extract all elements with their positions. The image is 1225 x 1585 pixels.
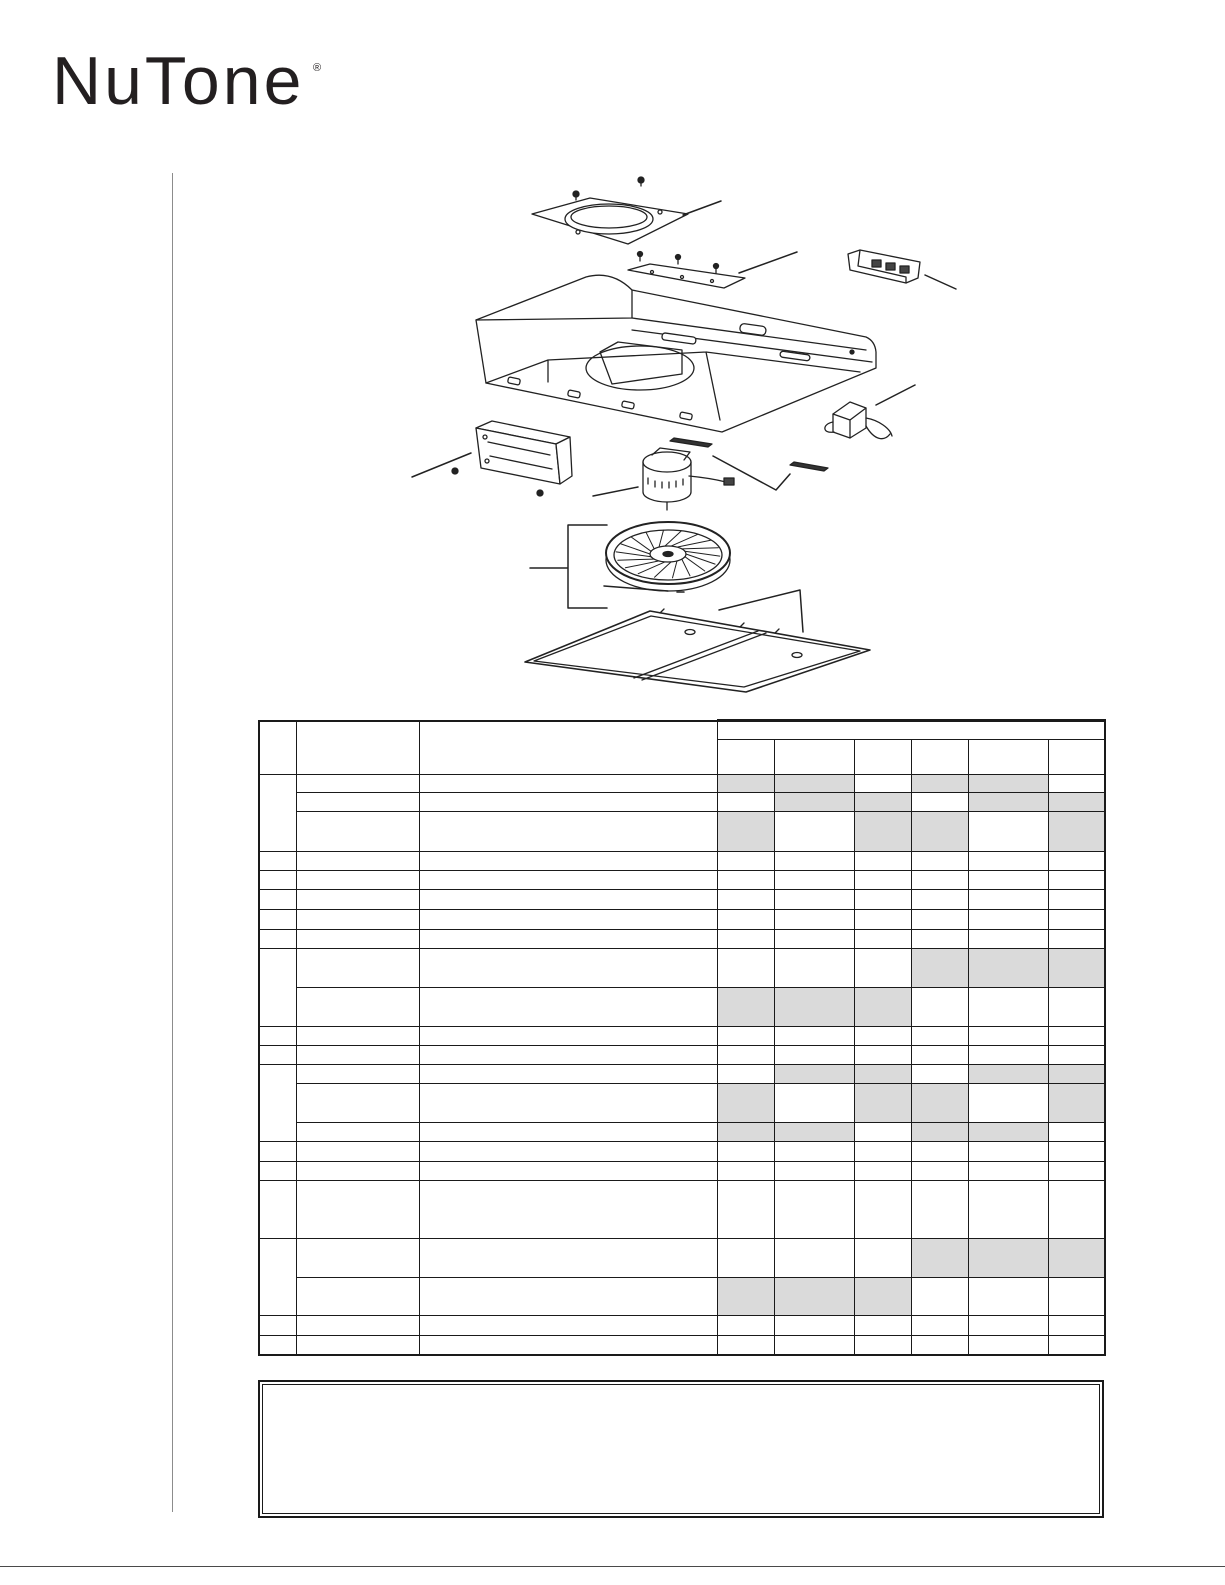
model-cell [1048, 1336, 1105, 1355]
model-column-header [717, 740, 774, 775]
description-cell [419, 910, 717, 930]
item-cell [259, 1239, 296, 1316]
part-number-cell [296, 1123, 419, 1142]
parts-table-header [259, 721, 1105, 775]
part-number-cell [296, 949, 419, 988]
item-cell [259, 1316, 296, 1336]
screw-icon [573, 191, 579, 200]
model-cell [774, 949, 854, 988]
part-number-cell [296, 852, 419, 871]
model-cell [717, 852, 774, 871]
model-cell [774, 812, 854, 852]
model-cell [774, 988, 854, 1027]
model-cell [968, 1142, 1048, 1162]
leader-cover-plate [739, 252, 797, 273]
model-cell [774, 890, 854, 910]
model-cell [1048, 949, 1105, 988]
duct-damper-plate [532, 177, 688, 244]
model-cell [717, 1084, 774, 1123]
model-cell [717, 1336, 774, 1355]
description-cell [419, 775, 717, 793]
model-cell [1048, 1027, 1105, 1046]
leader-fan-bracket [530, 525, 607, 608]
part-number-cell [296, 1239, 419, 1278]
part-number-cell [296, 988, 419, 1027]
fan-wheel [606, 522, 730, 591]
model-cell [911, 890, 968, 910]
part-number-cell [296, 1336, 419, 1355]
description-cell [419, 1239, 717, 1278]
screw-icon [638, 252, 643, 262]
model-cell [968, 793, 1048, 812]
part-number-cell [296, 1142, 419, 1162]
model-cell [854, 1046, 911, 1065]
model-cell [774, 1084, 854, 1123]
model-cell [854, 1278, 911, 1316]
light-box-hole [485, 459, 489, 463]
table-row [259, 930, 1105, 949]
item-cell [259, 775, 296, 852]
model-cell [911, 1046, 968, 1065]
leader-light-box [412, 453, 471, 477]
model-cell [1048, 910, 1105, 930]
part-number-cell [296, 793, 419, 812]
table-row [259, 775, 1105, 793]
part-number-cell [296, 1181, 419, 1239]
item-header [259, 721, 296, 775]
table-row [259, 852, 1105, 871]
model-cell [717, 871, 774, 890]
table-row [259, 988, 1105, 1027]
light-box-hole [483, 435, 487, 439]
screw-icon [537, 490, 543, 496]
table-row [259, 949, 1105, 988]
part-number-cell [296, 775, 419, 793]
model-cell [911, 793, 968, 812]
model-cell [854, 1027, 911, 1046]
model-cell [717, 1123, 774, 1142]
description-cell [419, 812, 717, 852]
part-number-cell [296, 812, 419, 852]
fan-hub-center [663, 552, 673, 557]
model-cell [774, 775, 854, 793]
model-cell [911, 930, 968, 949]
screw-icon [676, 255, 681, 265]
model-cell [854, 910, 911, 930]
model-cell [1048, 775, 1105, 793]
table-row [259, 1162, 1105, 1181]
item-cell [259, 1142, 296, 1162]
description-cell [419, 1046, 717, 1065]
description-cell [419, 871, 717, 890]
model-cell [717, 930, 774, 949]
table-row [259, 1142, 1105, 1162]
model-cell [1048, 1142, 1105, 1162]
cover-plate-hole [711, 280, 714, 283]
model-column-header [854, 740, 911, 775]
table-row [259, 1181, 1105, 1239]
model-cell [717, 1162, 774, 1181]
part-number-header [296, 721, 419, 775]
control-board-switch [872, 260, 881, 267]
model-cell [774, 1065, 854, 1084]
model-cell [968, 775, 1048, 793]
part-number-cell [296, 1046, 419, 1065]
model-cell [968, 852, 1048, 871]
item-cell [259, 1181, 296, 1239]
model-cell [968, 1027, 1048, 1046]
notes-box-inner-border [262, 1384, 1100, 1514]
item-cell [259, 1046, 296, 1065]
header-row [259, 721, 1105, 740]
model-cell [1048, 1278, 1105, 1316]
model-cell [717, 1278, 774, 1316]
model-cell [774, 1336, 854, 1355]
description-header [419, 721, 717, 775]
model-cell [968, 1162, 1048, 1181]
model-cell [911, 1084, 968, 1123]
item-cell [259, 1027, 296, 1046]
model-cell [717, 812, 774, 852]
model-cell [854, 1181, 911, 1239]
part-number-cell [296, 890, 419, 910]
table-row [259, 1084, 1105, 1123]
model-cell [854, 871, 911, 890]
item-cell [259, 910, 296, 930]
model-cell [968, 1123, 1048, 1142]
models-header [717, 721, 1105, 740]
item-cell [259, 1336, 296, 1355]
model-cell [854, 890, 911, 910]
model-cell [717, 949, 774, 988]
model-cell [717, 775, 774, 793]
model-cell [774, 910, 854, 930]
model-cell [968, 1336, 1048, 1355]
description-cell [419, 1123, 717, 1142]
model-cell [717, 1239, 774, 1278]
model-cell [774, 1239, 854, 1278]
model-cell [911, 1181, 968, 1239]
model-cell [854, 1239, 911, 1278]
model-cell [1048, 1181, 1105, 1239]
light-box [452, 421, 572, 496]
model-cell [774, 1046, 854, 1065]
model-cell [854, 949, 911, 988]
model-cell [911, 1316, 968, 1336]
leader-wire-harness [876, 385, 915, 405]
part-number-cell [296, 930, 419, 949]
cover-plate-hole [681, 276, 684, 279]
wire-harness [825, 402, 892, 439]
motor-top [643, 452, 691, 472]
model-column-header [774, 740, 854, 775]
item-cell [259, 890, 296, 910]
model-cell [854, 930, 911, 949]
part-number-cell [296, 1316, 419, 1336]
model-column-header [968, 740, 1048, 775]
screw-icon [638, 177, 644, 186]
model-cell [854, 852, 911, 871]
grille-strip [670, 438, 712, 447]
model-cell [911, 775, 968, 793]
left-margin-rule [172, 173, 173, 1512]
model-cell [968, 930, 1048, 949]
nutone-logo: NuTone [52, 43, 305, 119]
description-cell [419, 949, 717, 988]
model-cell [968, 1181, 1048, 1239]
motor-wire [689, 476, 726, 482]
filter-hole [685, 630, 695, 635]
model-cell [968, 1084, 1048, 1123]
model-cell [911, 1239, 968, 1278]
table-row [259, 1046, 1105, 1065]
part-number-cell [296, 1278, 419, 1316]
model-cell [911, 1336, 968, 1355]
model-cell [968, 890, 1048, 910]
model-column-header [1048, 740, 1105, 775]
description-cell [419, 1084, 717, 1123]
grille-strips [670, 438, 828, 471]
model-cell [911, 1278, 968, 1316]
description-cell [419, 1065, 717, 1084]
table-row [259, 910, 1105, 930]
model-cell [911, 871, 968, 890]
model-cell [911, 1162, 968, 1181]
description-cell [419, 890, 717, 910]
model-cell [968, 812, 1048, 852]
model-cell [968, 949, 1048, 988]
duct-plate-hole [576, 230, 580, 234]
motor-connector [724, 478, 734, 485]
model-cell [911, 852, 968, 871]
table-row [259, 1065, 1105, 1084]
harness-wire [866, 418, 892, 436]
filter-hole [792, 653, 802, 658]
exploded-parts-diagram [400, 170, 980, 700]
model-cell [717, 910, 774, 930]
model-cell [911, 1123, 968, 1142]
model-cell [854, 1316, 911, 1336]
parts-table [258, 719, 1106, 1356]
model-cell [968, 910, 1048, 930]
table-row [259, 812, 1105, 852]
cover-plate [628, 252, 745, 289]
model-cell [1048, 988, 1105, 1027]
description-cell [419, 988, 717, 1027]
model-cell [854, 1065, 911, 1084]
model-cell [1048, 1162, 1105, 1181]
part-number-cell [296, 1027, 419, 1046]
item-cell [259, 1065, 296, 1142]
cover-plate-outline [628, 264, 745, 288]
model-cell [911, 910, 968, 930]
model-cell [854, 793, 911, 812]
description-cell [419, 1336, 717, 1355]
part-number-cell [296, 871, 419, 890]
screw-icon [452, 468, 458, 474]
model-cell [717, 890, 774, 910]
model-cell [774, 1027, 854, 1046]
model-cell [1048, 1084, 1105, 1123]
table-row [259, 793, 1105, 812]
model-cell [968, 988, 1048, 1027]
table-row [259, 1027, 1105, 1046]
range-hood-body [476, 275, 876, 432]
item-cell [259, 1162, 296, 1181]
model-cell [774, 1123, 854, 1142]
item-cell [259, 930, 296, 949]
cover-plate-hole [651, 271, 654, 274]
model-cell [774, 1278, 854, 1316]
model-cell [774, 930, 854, 949]
parts-table-body [259, 775, 1105, 1355]
model-cell [911, 949, 968, 988]
grease-filter-panel [525, 609, 870, 692]
model-cell [1048, 871, 1105, 890]
model-cell [1048, 793, 1105, 812]
model-cell [717, 1046, 774, 1065]
model-cell [717, 1027, 774, 1046]
model-cell [1048, 1123, 1105, 1142]
blower-motor [643, 448, 734, 510]
model-cell [854, 1084, 911, 1123]
model-cell [717, 793, 774, 812]
model-cell [854, 988, 911, 1027]
part-number-cell [296, 1065, 419, 1084]
model-cell [968, 1278, 1048, 1316]
hood-badge [850, 350, 854, 354]
model-cell [1048, 930, 1105, 949]
model-cell [968, 871, 1048, 890]
model-cell [1048, 852, 1105, 871]
description-cell [419, 793, 717, 812]
leader-control-board [925, 275, 956, 289]
leader-duct-plate [683, 201, 721, 215]
model-cell [717, 1065, 774, 1084]
description-cell [419, 1142, 717, 1162]
footer-rule [0, 1566, 1225, 1567]
model-cell [717, 1142, 774, 1162]
model-cell [774, 793, 854, 812]
model-cell [717, 1181, 774, 1239]
description-cell [419, 1316, 717, 1336]
model-cell [717, 1316, 774, 1336]
model-cell [911, 988, 968, 1027]
model-cell [968, 1046, 1048, 1065]
model-cell [774, 1316, 854, 1336]
model-column-header [911, 740, 968, 775]
model-cell [774, 1142, 854, 1162]
table-row [259, 1316, 1105, 1336]
control-board [848, 250, 920, 283]
description-cell [419, 852, 717, 871]
model-cell [854, 1336, 911, 1355]
model-cell [1048, 1046, 1105, 1065]
model-cell [854, 775, 911, 793]
table-row [259, 1239, 1105, 1278]
description-cell [419, 1027, 717, 1046]
part-number-cell [296, 910, 419, 930]
model-cell [1048, 1065, 1105, 1084]
model-cell [911, 1142, 968, 1162]
control-board-switch [886, 263, 895, 270]
control-board-switch [900, 266, 909, 273]
model-cell [854, 1162, 911, 1181]
model-cell [1048, 1239, 1105, 1278]
registered-mark: ® [313, 62, 322, 74]
model-cell [854, 1142, 911, 1162]
model-cell [911, 1027, 968, 1046]
description-cell [419, 1278, 717, 1316]
description-cell [419, 1162, 717, 1181]
leader-motor [593, 487, 638, 496]
model-cell [968, 1065, 1048, 1084]
grille-strip [790, 462, 828, 471]
item-cell [259, 852, 296, 871]
model-cell [1048, 890, 1105, 910]
model-cell [911, 812, 968, 852]
duct-plate-hole [658, 210, 662, 214]
table-row [259, 871, 1105, 890]
model-cell [1048, 812, 1105, 852]
item-cell [259, 871, 296, 890]
notes-box [258, 1380, 1104, 1518]
description-cell [419, 930, 717, 949]
model-cell [774, 1181, 854, 1239]
item-cell [259, 949, 296, 1027]
model-cell [1048, 1316, 1105, 1336]
model-cell [968, 1316, 1048, 1336]
description-cell [419, 1181, 717, 1239]
table-row [259, 1336, 1105, 1355]
model-cell [854, 1123, 911, 1142]
model-cell [774, 852, 854, 871]
table-row [259, 890, 1105, 910]
part-number-cell [296, 1084, 419, 1123]
part-number-cell [296, 1162, 419, 1181]
model-cell [717, 988, 774, 1027]
model-cell [968, 1239, 1048, 1278]
table-row [259, 1278, 1105, 1316]
model-cell [911, 1065, 968, 1084]
table-row [259, 1123, 1105, 1142]
model-cell [774, 1162, 854, 1181]
model-cell [774, 871, 854, 890]
screw-icon [714, 264, 719, 274]
model-cell [854, 812, 911, 852]
